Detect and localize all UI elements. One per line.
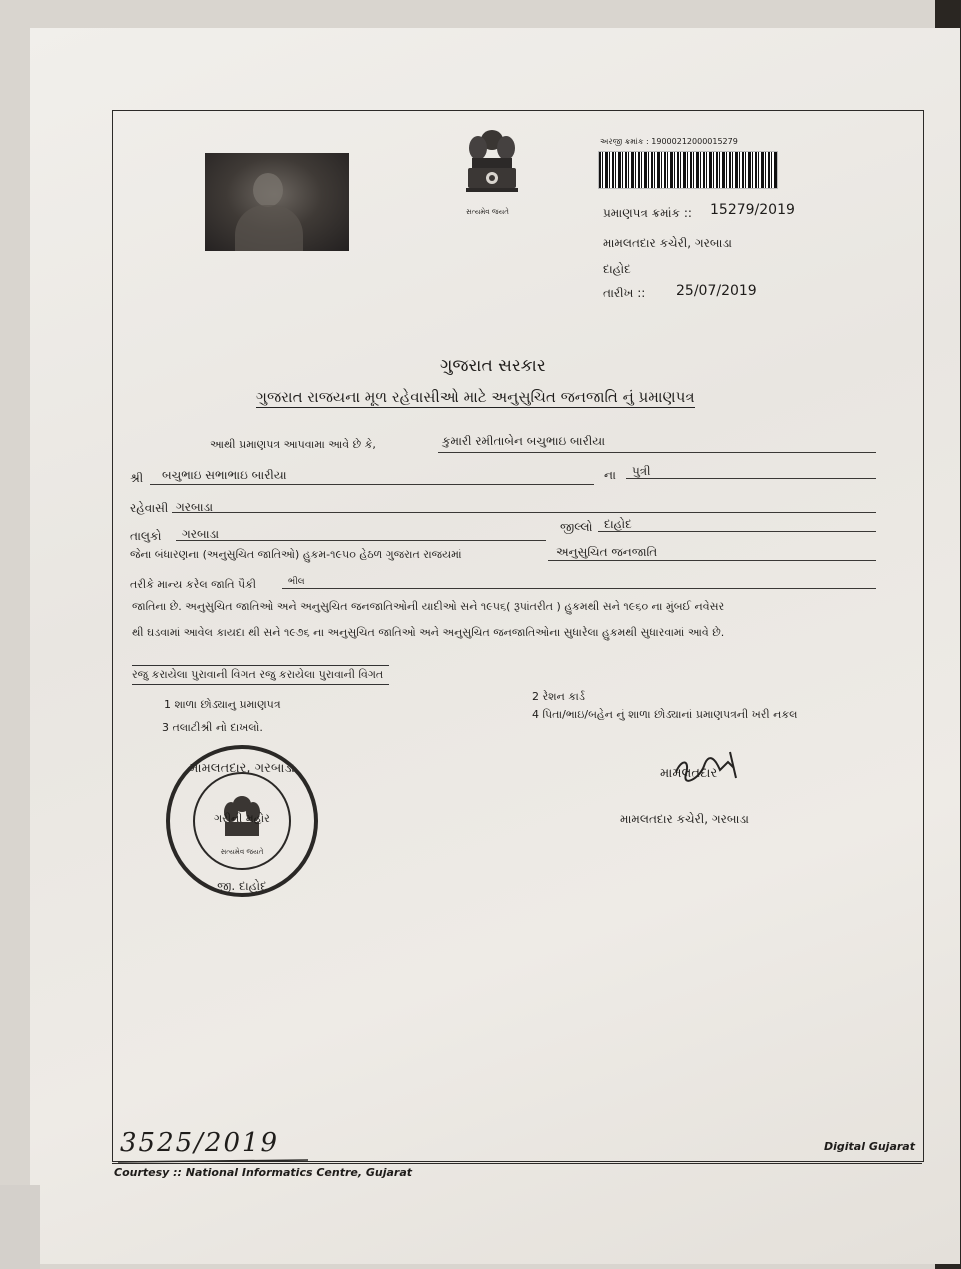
constitution-text: જેના બંધારણના (અનુસુચિત જાતિઓ) હુકમ-૧૯૫૦ હેઠળ ગુજરાત રાજયમાં [130,548,462,561]
stamp-bottom-text: જી. દાહોદ [217,879,267,893]
jillo-label: જીલ્લો [560,520,593,534]
barcode-label: અરજી ક્રમાંક : 19000212000015279 [600,137,738,146]
government-title: ગુજરાત સરકાર [440,356,546,376]
certificate-title: ગુજરાત રાજયના મૂળ રહેવાસીઓ માટે અનુસુચિત જનજાતિ નું પ્રમાણપત્ર [256,388,695,406]
district-header: દાહોદ [603,262,631,276]
line1-label: આથી પ્રમાણપત્ર આપવામા આવે છે કે, [210,438,376,451]
evidence-item-1: 1 શાળા છોડ્યાનુ પ્રમાણપત્ર [164,698,281,711]
father-name: બચુભાઇ સભાભાઇ બારીયા [162,468,287,482]
recognized-label: તરીકે માન્ય કરેલ જાતિ પૈકી [130,578,257,591]
applicant-photo [205,153,349,251]
date-label: તારીખ :: [603,286,646,300]
evidence-heading: રજુ કરાયેલા પુરાવાની વિગત રજુ કરાયેલા પુરાવાની વિગત [132,665,389,685]
jillo-value: દાહોદ [604,517,632,531]
barcode [598,151,778,189]
recognized-value: ભીલ [288,577,305,587]
na-label: ના [604,468,616,482]
signatory-office: મામલતદાર કચેરી, ગરબાડા [620,812,749,826]
resident-label: રહેવાસી [130,501,169,515]
taluka-label: તાલુકો [130,529,162,543]
handwritten-underline [118,1128,318,1166]
paragraph-line-2: થી ઘડવામાં આવેલ કાયદા થી સને ૧૯૭૬ ના અનુસુચિત જાતિઓ અને અનુસુચિત જનજાતિઓના સુધારેલા હુકમથી સુધારવામાં આવે છે. [132,626,725,639]
national-emblem-icon [460,126,524,216]
evidence-item-2: 2 રેશન કાર્ડ [532,690,585,703]
relation-value: પુત્રી [632,464,651,478]
issue-date: 25/07/2019 [676,283,757,299]
cert-no-label: પ્રમાણપત્ર ક્રમાંક :: [603,206,692,220]
digital-gujarat-label: Digital Gujarat [824,1140,915,1153]
folded-corner [0,1185,40,1269]
resident-value: ગરબાડા [176,500,214,514]
office-header: મામલતદાર કચેરી, ગરબાડા [603,236,732,250]
evidence-item-4: 4 પિતા/ભાઇ/બહેન નું શાળા છોડ્યાનાં પ્રમાણપત્રની ખરી નકલ [532,708,798,721]
stamp-ring-text: મામલતદાર, ગરબાડા [189,761,295,776]
stamp-motto: સત્યમેવ જયતે [220,848,264,856]
constitution-value: અનુસુચિત જનજાતિ [556,545,658,559]
evidence-item-3: 3 તલાટીશ્રી નો દાખલો. [162,721,263,734]
official-stamp [163,742,321,900]
signatory-title: મામલતદાર [660,766,718,781]
emblem-motto: સત્યમેવ જયતે [466,208,509,216]
courtesy-label: Courtesy :: National Informatics Centre, Gujarat [114,1166,413,1179]
applicant-name: કુમારી રમીતાબેન બચુભાઇ બારીયા [442,434,606,448]
paragraph-line-1: જાતિના છે. અનુસુચિત જાતિઓ અને અનુસુચિત જનજાતિઓની યાદીઓ સને ૧૯૫૬( રૂપાંતરીત ) હુકમથી સને ૧૯૬૦ ના મુંબઈ નવેસર [132,600,725,613]
handwritten-number: 3525/2019 [120,1128,280,1158]
taluka-value: ગરબાડા [182,527,220,541]
cert-no: 15279/2019 [710,202,795,218]
stamp-center-text: ગરીની મહોર [214,812,270,825]
shri-label: શ્રી [130,471,144,485]
